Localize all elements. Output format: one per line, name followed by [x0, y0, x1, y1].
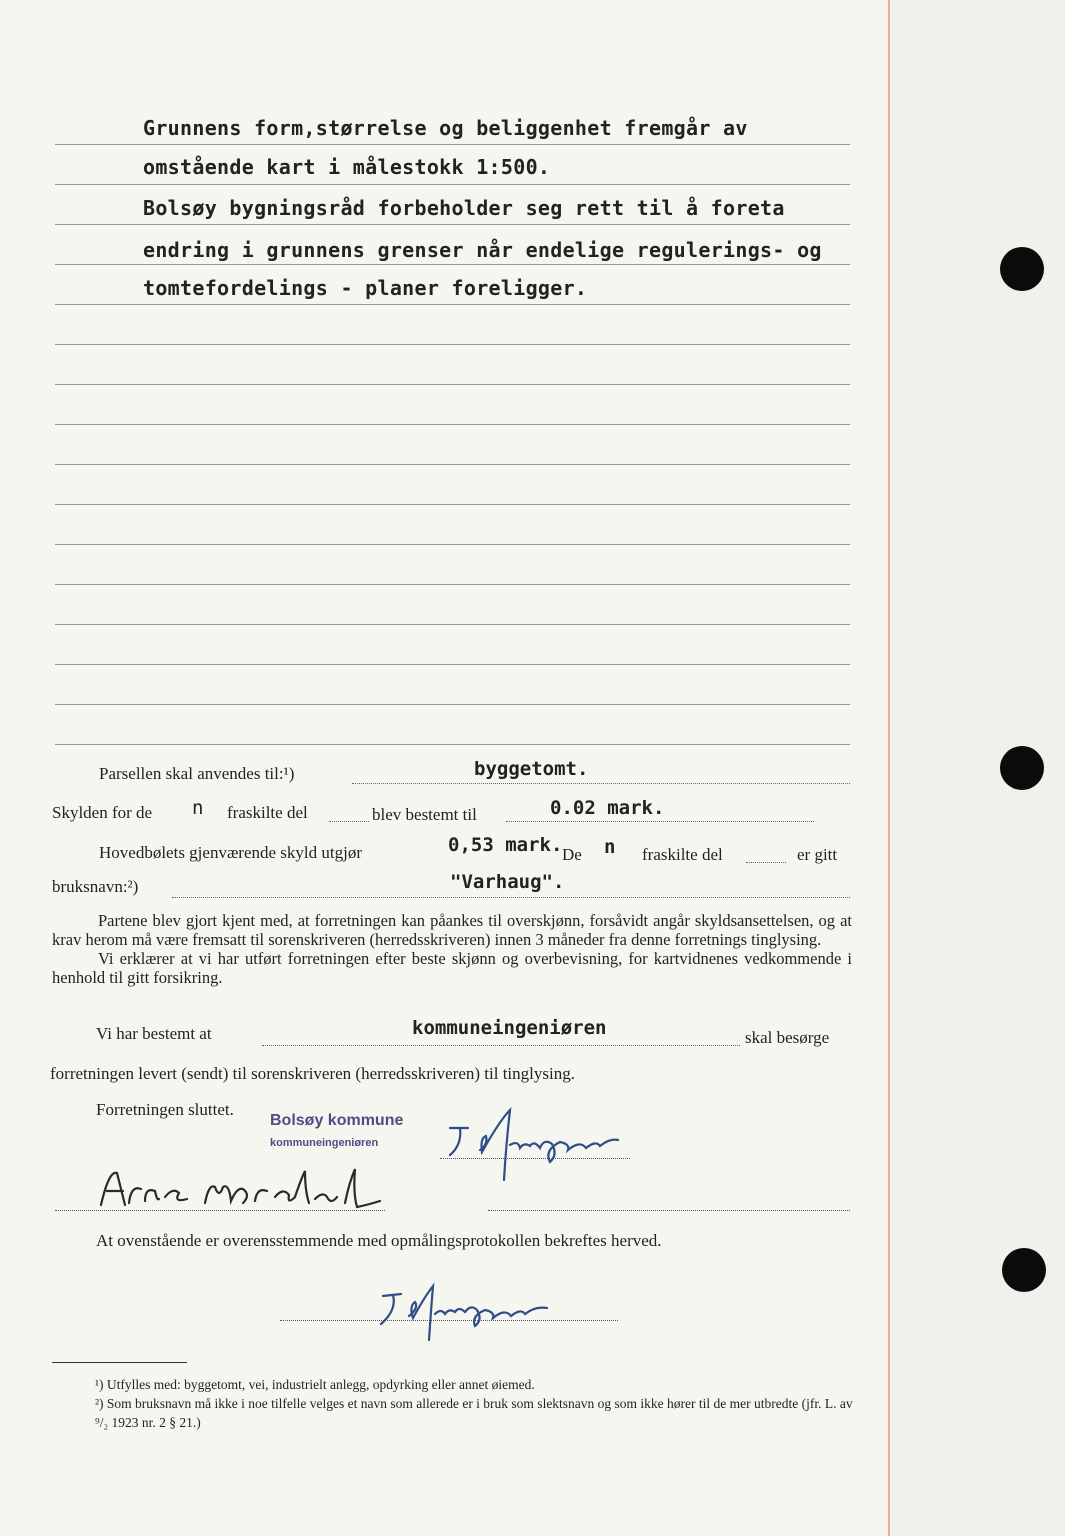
parsell-label: Parsellen skal anvendes til:¹): [99, 764, 295, 783]
confirm-text: At ovenstående er overensstemmende med opmålingsprotokollen bekreftes herved.: [96, 1231, 662, 1250]
hoved-label-3: er gitt: [797, 845, 838, 864]
bestemt-label: Vi har bestemt at: [96, 1024, 212, 1043]
skyld-label-3: blev bestemt til: [372, 805, 477, 824]
footnote-1: ¹) Utfylles med: byggetomt, vei, industrielt anlegg, opdyrking eller annet øiemed.: [95, 1377, 535, 1392]
typed-line-4: endring i grunnens grenser når endelige regulerings- og: [143, 238, 822, 262]
ruled-line: [55, 424, 850, 425]
ruled-line: [55, 464, 850, 465]
ruled-line: [55, 504, 850, 505]
skyld-value: 0.02 mark.: [550, 797, 665, 819]
bruksnavn-fill-line: [172, 897, 850, 898]
typed-line-3: Bolsøy bygningsråd forbeholder seg rett til å foreta: [143, 196, 785, 220]
ruled-line: [55, 704, 850, 705]
bruksnavn-value: "Varhaug".: [450, 871, 565, 893]
typed-line-1: Grunnens form,størrelse og beliggenhet fremgår av: [143, 116, 748, 140]
ruled-line: [55, 224, 850, 225]
municipal-stamp: [270, 1110, 403, 1154]
ruled-line: [55, 184, 850, 185]
skyld-dots-1: [329, 821, 369, 822]
skyld-n: n: [192, 797, 204, 819]
ruled-line: [55, 304, 850, 305]
hoved-value: 0,53 mark.: [448, 834, 563, 856]
hoved-de: De: [562, 845, 582, 864]
bruksnavn-label: bruksnavn:²): [52, 877, 139, 896]
typed-line-5: tomtefordelings - planer foreligger.: [143, 276, 588, 300]
footnotes: [95, 1375, 853, 1432]
signature-3: [375, 1278, 575, 1348]
paragraph-partene: Partene blev gjort kjent med, at forretningen kan påankes til overskjønn, forsåvidt angår skyldsansettelsen, og at krav herom må være fremsatt til sorenskriveren (herredsskriveren) innen 3 måneder fra denne forretnings tinglysing.: [52, 911, 852, 949]
legal-paragraphs: [52, 911, 852, 987]
signature-1: [440, 1100, 640, 1195]
stamp-line-1: Bolsøy kommune: [270, 1112, 404, 1129]
ruled-line: [55, 584, 850, 585]
punch-hole-3: [1002, 1248, 1046, 1292]
punch-hole-2: [1000, 746, 1044, 790]
ruled-line: [55, 744, 850, 745]
footnote-2: ²) Som bruksnavn må ikke i noe tilfelle velges et navn som allerede er i bruk som slektsnavn og som ikke hører til de mer utbredte (jfr. L. av ⁹/₂ 1923 nr. 2 § 21.): [95, 1396, 853, 1430]
parsell-fill-line: [352, 783, 850, 784]
typed-line-2: omstående kart i målestokk 1:500.: [143, 155, 551, 179]
margin-rule: [888, 0, 890, 1536]
bestemt-fill-line: [262, 1045, 740, 1046]
ruled-line: [55, 624, 850, 625]
bestemt-label-2: skal besørge: [745, 1028, 830, 1047]
skyld-value-line: [506, 821, 814, 822]
ruled-line: [55, 344, 850, 345]
stamp-line-2: kommuneingeniøren: [270, 1137, 379, 1149]
bestemt-line-2: forretningen levert (sendt) til sorenskriveren (herredsskriveren) til tinglysing.: [50, 1064, 575, 1083]
hoved-n: n: [604, 836, 616, 858]
bestemt-value: kommuneingeniøren: [412, 1017, 607, 1039]
skyld-label-1: Skylden for de: [52, 803, 153, 822]
punch-hole-1: [1000, 247, 1044, 291]
footnote-rule: [52, 1362, 187, 1363]
paragraph-erklaerer: Vi erklærer at vi har utført forretningen efter beste skjønn og overbevisning, for kartvidnenes vedkommende i henhold til gitt forsikring.: [52, 949, 852, 987]
skyld-label-2: fraskilte del: [227, 803, 308, 822]
ruled-line: [55, 144, 850, 145]
hoved-label: Hovedbølets gjenværende skyld utgjør: [99, 843, 362, 862]
parsell-value: byggetomt.: [474, 758, 589, 780]
hoved-dots: [746, 862, 786, 863]
hoved-label-2: fraskilte del: [642, 845, 723, 864]
signature-line-3: [488, 1210, 850, 1211]
ruled-line: [55, 264, 850, 265]
ruled-line: [55, 544, 850, 545]
ruled-line: [55, 664, 850, 665]
sluttet-label: Forretningen sluttet.: [96, 1100, 234, 1119]
ruled-line: [55, 384, 850, 385]
signature-2: [95, 1165, 395, 1220]
